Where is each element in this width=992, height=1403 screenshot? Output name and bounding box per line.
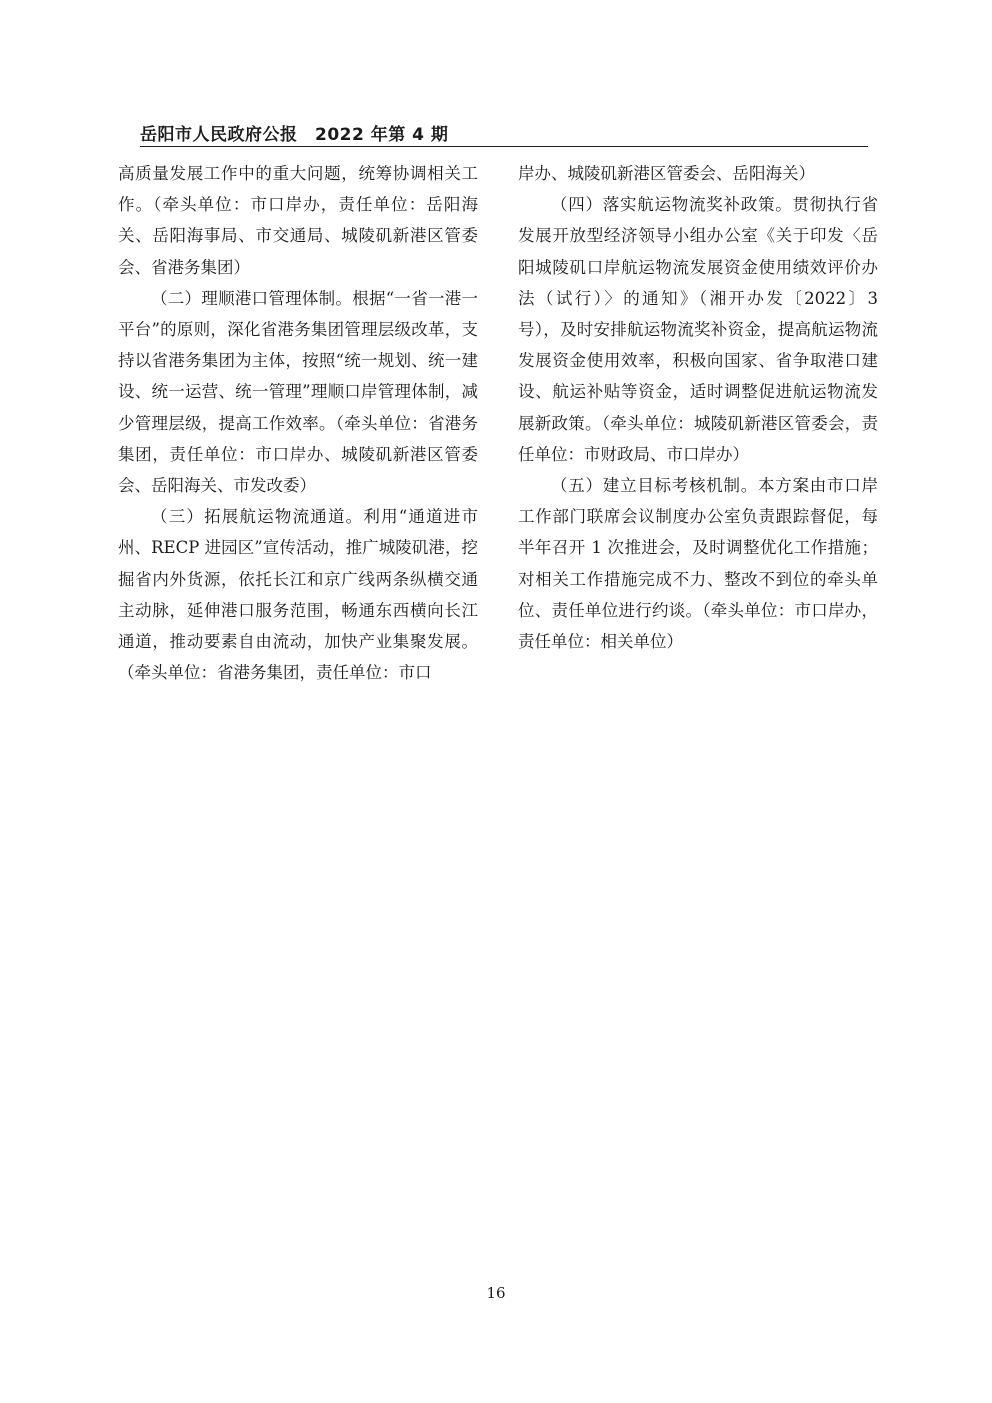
paragraph-continued: 高质量发展工作中的重大问题，统筹协调相关工作。（牵头单位：市口岸办，责任单位：岳阳海关、岳阳海事局、市交通局、城陵矶新港区管委会、省港务集团） (118, 164, 478, 277)
publication-title: 岳阳市人民政府公报 2022 年第 4 期 (140, 125, 449, 145)
left-column (118, 158, 478, 688)
paragraph-section-5: （五）建立目标考核机制。本方案由市口岸工作部门联席会议制度办公室负责跟踪督促，每半年召开 1 次推进会，及时调整优化工作措施；对相关工作措施完成不力、整改不到位的牵头单位、责任单位进行约谈。（牵头单位：市口岸办，责任单位：相关单位） (518, 476, 878, 652)
paragraph-section-2: （二）理顺港口管理体制。根据“一省一港一平台”的原则，深化省港务集团管理层级改革，支持以省港务集团为主体，按照“统一规划、统一建设、统一运营、统一管理”理顺口岸管理体制，减少管理层级，提高工作效率。（牵头单位：省港务集团，责任单位：市口岸办、城陵矶新港区管委会、岳阳海关、市发改委） (118, 288, 478, 496)
paragraph-continued: 岸办、城陵矶新港区管委会、岳阳海关） (518, 164, 815, 183)
page-number: 16 (486, 1284, 506, 1302)
page-header (140, 118, 868, 147)
right-column (518, 158, 878, 657)
paragraph-section-3: （三）拓展航运物流通道。利用“通道进市州、RECP 进园区”宣传活动，推广城陵矶港，挖掘省内外货源，依托长江和京广线两条纵横交通主动脉，延伸港口服务范围，畅通东西横向长江通道，推动要素自由流动，加快产业集聚发展。（牵头单位：省港务集团，责任单位：市口 (118, 507, 478, 683)
paragraph-section-4: （四）落实航运物流奖补政策。贯彻执行省发展开放型经济领导小组办公室《关于印发〈岳阳城陵矶口岸航运物流发展资金使用绩效评价办法（试行）〉的通知》（湘开办发〔2022〕3 号），及时安排航运物流奖补资金，提高航运物流发展资金使用效率，积极向国家、省争取港口建设、航运补贴等资金，适时调整促进航运物流发展新政策。（牵头单位：城陵矶新港区管委会，责任单位：市财政局、市口岸办） (518, 195, 878, 464)
